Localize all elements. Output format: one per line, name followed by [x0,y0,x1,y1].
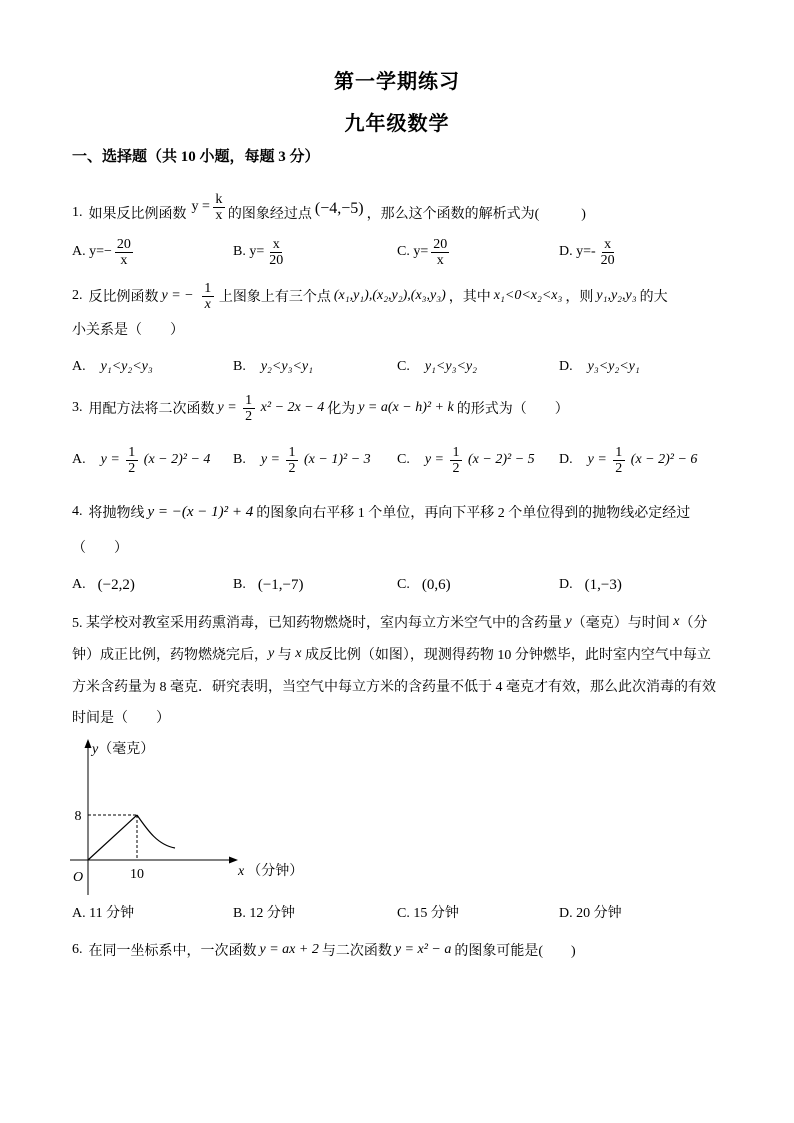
question-text: 上图象上有三个点 [218,290,331,305]
fraction [450,445,462,476]
denominator: 2 [288,460,296,476]
numerator: x [602,237,614,253]
option-c [397,892,459,932]
question-text: ，则 [565,290,594,305]
numerator: x [270,237,282,253]
x-axis-label [237,863,303,879]
y-axis-label [90,740,154,757]
numerator: 1 [243,393,255,409]
question-text: 与 [274,648,296,663]
fraction [200,281,216,312]
condition-expression: x₁<0<x₂<x₃ [493,288,563,303]
question-text: 时间是（ ） [72,711,170,726]
figure-graph [60,735,320,900]
question-text: ，那么这个函数的解析式为( ) [366,207,586,222]
denominator: x [436,252,444,268]
page-subtitle: 九年级数学 [344,113,450,135]
option-c [397,347,480,387]
variable-y: y [268,646,275,661]
option-lhs: y = [100,452,120,467]
option-label: D. [559,577,573,592]
origin-label: O [72,870,84,885]
option-a [72,347,156,387]
fraction [599,237,617,268]
denominator: 20 [269,252,284,268]
denominator: x [120,252,128,268]
page-title: 第一学期练习 [334,71,460,93]
vertex-form-expression: y = a(x − h)² + k [358,400,454,415]
question-text: （ ） [72,541,128,556]
numerator: 1 [126,445,138,461]
question-1 [72,193,586,233]
numerator: 20 [433,236,448,252]
question-text: 与二次函数 [321,944,392,959]
denominator: 20 [600,252,615,268]
quadratic-function-expression: y = x² − a [394,942,452,957]
numerator: 20 [116,236,131,252]
numerator: 1 [450,445,462,461]
option-a [72,892,134,932]
option-b [233,892,295,932]
numerator: k [213,192,225,208]
option-b [233,440,374,480]
question-number: 1. [72,205,83,220]
option-expression: (x − 2)² − 4 [143,452,211,467]
question-number: 2. [72,288,83,303]
option-expression: y₂<y₃<y₁ [260,359,313,374]
question-4 [72,492,690,532]
question-text: （毫克）与时间 [571,616,674,631]
variables-expression: y₁,y₂,y₃ [596,288,637,303]
option-lhs: y = [587,452,607,467]
question-number: 4. [72,504,83,519]
question-text: 将抛物线 [88,506,145,521]
option-label: D. [559,359,573,374]
fraction [115,237,133,268]
option-label: B. [233,452,246,467]
option-c [397,440,538,480]
option-a [72,565,135,605]
option-text: B. 12 分钟 [233,906,295,921]
option-b [233,232,288,272]
option-text: A. 11 分钟 [72,906,135,921]
option-c [397,565,451,605]
option-a [72,440,213,480]
numerator: 1 [613,445,625,461]
question-text: 5. 某学校对教室采用药熏消毒，已知药物燃烧时，室内每立方米空气中的含药量 [72,616,566,631]
linear-function-expression: y = ax + 2 [259,942,319,957]
denominator: x [204,296,211,312]
function-lhs: y = − [161,288,194,303]
points-expression: (x₁,y₁),(x₂,y₂),(x₃,y₃) [333,288,446,303]
option-expression: (0,6) [421,576,451,593]
option-d [559,892,622,932]
variable-x: x [673,614,680,629]
option-label: A. [72,359,86,374]
option-label: A. [72,452,86,467]
question-3 [72,388,569,428]
question-text: 用配方法将二次函数 [88,402,215,417]
option-prefix: B. y= [233,244,265,259]
question-text: 的图象经过点 [227,207,312,222]
x-axis-variable: x [238,864,245,879]
option-expression: (x − 1)² − 3 [304,452,371,467]
function-lhs: y = [217,400,237,415]
section-heading: 一、选择题（共 10 小题，每题 3 分） [72,149,320,165]
option-b [233,347,316,387]
variable-y: y [565,614,572,629]
denominator: 2 [452,460,460,476]
y-axis-unit: （毫克） [98,742,155,757]
fraction [126,445,138,476]
denominator: 2 [245,408,253,424]
option-expression: (−1,−7) [257,576,304,593]
option-label: D. [559,452,573,467]
question-text: 方米含药量为 8 毫克．研究表明，当空气中每立方米的含药量不低于 4 毫克才有效，那么此次消毒的有效 [72,680,716,695]
option-b [233,565,304,605]
question-5-line-4 [72,697,170,737]
option-text: C. 15 分钟 [397,906,459,921]
question-text: 在同一坐标系中，一次函数 [88,944,257,959]
question-text: ，其中 [448,290,491,305]
x-tick-label: 10 [130,867,144,882]
x-axis-arrow [229,857,238,864]
option-c [397,232,452,272]
question-text: 的大 [639,290,668,305]
option-expression: (−2,2) [97,576,135,593]
denominator: 2 [615,460,623,476]
option-label: C. [397,359,410,374]
y-axis-variable: y [92,742,99,757]
question-4-continued [72,527,128,567]
question-text: 小关系是（ ） [72,323,184,338]
option-prefix: C. y= [397,244,429,259]
option-d [559,347,643,387]
option-expression: y₁<y₂<y₃ [100,359,153,374]
question-text: （分 [679,616,708,631]
numerator: 1 [286,445,298,461]
y-axis-arrow [85,739,92,748]
point: (−4,−5) [314,200,364,217]
option-expression: (1,−3) [584,576,622,593]
option-prefix: D. y=- [559,244,596,259]
question-text: 的图象可能是( ) [454,944,576,959]
option-label: A. [72,577,86,592]
question-2-continued [72,309,184,349]
question-text: 的形式为（ ） [456,402,569,417]
question-number: 6. [72,942,83,957]
option-expression: y₁<y₃<y₂ [424,359,477,374]
option-d [559,232,620,272]
fraction [286,445,298,476]
question-text: 如果反比例函数 [88,207,187,222]
parabola-expression: y = −(x − 1)² + 4 [147,503,254,520]
y-tick-label: 8 [74,809,82,824]
option-text: D. 20 分钟 [559,906,622,921]
option-prefix: A. y=− [72,244,112,259]
function-lhs: y = [191,199,210,214]
denominator: x [215,207,223,223]
question-text: 钟）成正比例，药物燃烧完后， [72,648,268,663]
option-lhs: y = [260,452,281,467]
question-number: 3. [72,400,83,415]
option-d [559,565,622,605]
fraction [243,393,255,424]
question-text: 化为 [327,402,356,417]
option-label: B. [233,359,246,374]
option-label: C. [397,577,410,592]
question-6 [72,930,576,970]
x-axis-unit: （分钟） [247,864,304,879]
fraction [267,237,285,268]
inverse-curve [137,815,175,848]
numerator: 1 [202,281,214,297]
denominator: 2 [128,460,136,476]
question-text: 成反比例（如图），现测得药物 10 分钟燃毕，此时室内空气中每立 [301,648,711,663]
option-label: C. [397,452,410,467]
fraction [613,445,625,476]
option-lhs: y = [424,452,445,467]
variable-x: x [295,646,302,661]
question-text: 的图象向右平移 1 个单位，再向下平移 2 个单位得到的抛物线必定经过 [256,506,691,521]
option-expression: y₃<y₂<y₁ [587,359,640,374]
function-rest: x² − 2x − 4 [260,400,325,415]
option-expression: (x − 2)² − 6 [630,452,698,467]
fraction [213,192,225,223]
fraction [431,237,449,268]
option-a [72,232,136,272]
question-text: 反比例函数 [88,290,159,305]
proportional-segment [88,815,137,860]
option-expression: (x − 2)² − 5 [468,452,535,467]
option-label: B. [233,577,246,592]
option-d [559,440,700,480]
